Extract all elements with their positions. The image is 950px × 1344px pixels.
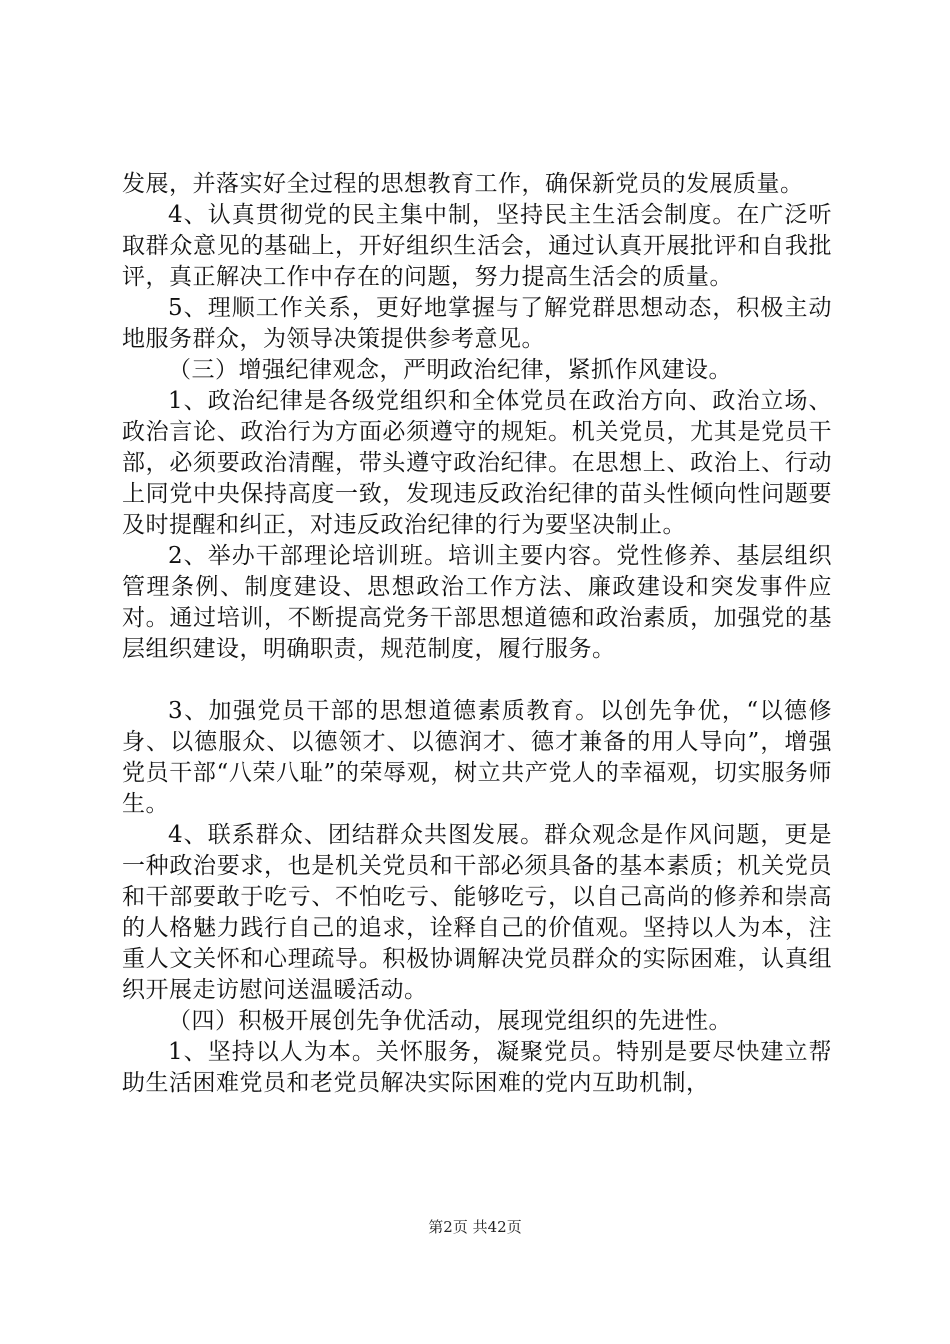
document-body <box>122 169 832 1099</box>
paragraph-item-5-work-relations: 5、理顺工作关系，更好地掌握与了解党群思想动态，积极主动地服务群众，为领导决策提供参考意见。 <box>122 295 832 352</box>
paragraph-gap <box>122 665 832 696</box>
section-heading-4: （四）积极开展创先争优活动，展现党组织的先进性。 <box>168 1008 732 1034</box>
paragraph-item-1-people-oriented: 1、坚持以人为本。关怀服务，凝聚党员。特别是要尽快建立帮助生活困难党员和老党员解决实际困难的党内互助机制， <box>122 1039 832 1096</box>
section-heading-3: （三）增强纪律观念，严明政治纪律，紧抓作风建设。 <box>168 357 732 383</box>
page-number-footer: 第2页 共42页 <box>428 1218 522 1236</box>
paragraph-continuation: 发展，并落实好全过程的思想教育工作，确保新党员的发展质量。 <box>122 171 804 197</box>
paragraph-item-4-democratic-centralism: 4、认真贯彻党的民主集中制，坚持民主生活会制度。在广泛听取群众意见的基础上，开好组织生活会，通过认真开展批评和自我批评，真正解决工作中存在的问题，努力提高生活会的质量。 <box>122 202 832 290</box>
paragraph-item-1-political-discipline: 1、政治纪律是各级党组织和全体党员在政治方向、政治立场、政治言论、政治行为方面必须遵守的规矩。机关党员，尤其是党员干部，必须要政治清醒，带头遵守政治纪律。在思想上、政治上、行动上同党中央保持高度一致，发现违反政治纪律的苗头性倾向性问题要及时提醒和纠正，对违反政治纪律的行为要坚决制止。 <box>122 388 832 538</box>
paragraph-item-3-moral-education: 3、加强党员干部的思想道德素质教育。以创先争优，“以德修身、以德服众、以德领才、以德润才、德才兼备的用人导向”，增强党员干部“八荣八耻”的荣辱观，树立共产党人的幸福观，切实服务师生。 <box>122 698 832 817</box>
paragraph-item-4-mass-connection: 4、联系群众、团结群众共图发展。群众观念是作风问题，更是一种政治要求，也是机关党员和干部必须具备的基本素质；机关党员和干部要敢于吃亏、不怕吃亏、能够吃亏，以自己高尚的修养和崇高的人格魅力践行自己的追求，诠释自己的价值观。坚持以人为本，注重人文关怀和心理疏导。积极协调解决党员群众的实际困难，认真组织开展走访慰问送温暖活动。 <box>122 822 832 1003</box>
paragraph-item-2-training: 2、举办干部理论培训班。培训主要内容。党性修养、基层组织管理条例、制度建设、思想政治工作方法、廉政建设和突发事件应对。通过培训，不断提高党务干部思想道德和政治素质，加强党的基层组织建设，明确职责，规范制度，履行服务。 <box>122 543 832 662</box>
